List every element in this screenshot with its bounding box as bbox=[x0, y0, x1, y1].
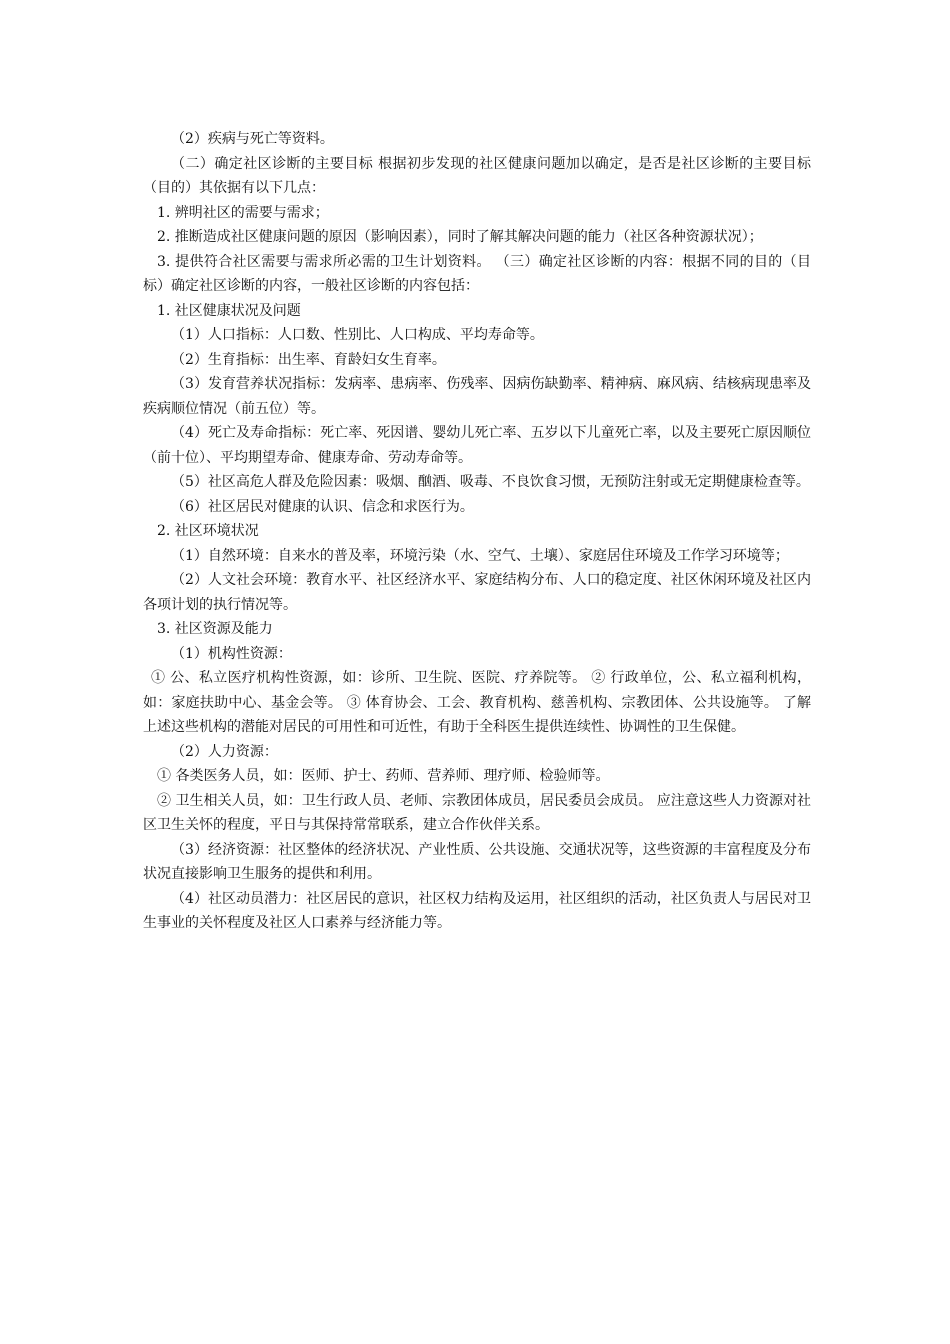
paragraph-social-environment: （2）人文社会环境：教育水平、社区经济水平、家庭结构分布、人口的稳定度、社区休闲环境及社区内各项计划的执行情况等。 bbox=[143, 572, 811, 613]
heading-health-status: 1. 社区健康状况及问题 bbox=[157, 302, 301, 319]
paragraph-causes: 2. 推断造成社区健康问题的原因（影响因素），同时了解其解决问题的能力（社区各种资源状况）； bbox=[157, 229, 763, 245]
paragraph-medical-staff: ① 各类医务人员，如：医师、护士、药师、营养师、理疗师、检验师等。 bbox=[157, 768, 610, 784]
paragraph-health-beliefs: （6）社区居民对健康的认识、信念和求医行为。 bbox=[171, 498, 474, 515]
paragraph-health-related-staff: ② 卫生相关人员，如：卫生行政人员、老师、宗教团体成员，居民委员会成员。 应注意这些人力资源对社区卫生关怀的程度，平日与其保持常常联系，建立合作伙伴关系。 bbox=[143, 792, 811, 833]
paragraph-economic-resources: （3）经济资源：社区整体的经济状况、产业性质、公共设施、交通状况等，这些资源的丰富程度及分布状况直接影响卫生服务的提供和利用。 bbox=[143, 841, 811, 882]
paragraph-needs: 1. 辨明社区的需要与需求； bbox=[157, 204, 329, 221]
paragraph-fertility-index: （2）生育指标：出生率、育龄妇女生育率。 bbox=[171, 351, 446, 368]
paragraph-institution-list: ① 公、私立医疗机构性资源，如：诊所、卫生院、医院、疗养院等。 ② 行政单位，公、私立福利机构，如：家庭扶助中心、基金会等。 ③ 体育协会、工会、教育机构、慈善机构、宗教团体、公共设施等。 了解上述这些机构的潜能对居民的可用性和可近性，有助于全科医生提供连续性、协调性的卫生保健。 bbox=[143, 670, 811, 735]
paragraph-main-goal: （二）确定社区诊断的主要目标 根据初步发现的社区健康问题加以确定，是否是社区诊断的主要目标（目的）其依据有以下几点： bbox=[143, 155, 811, 196]
heading-resources: 3. 社区资源及能力 bbox=[157, 621, 273, 637]
paragraph-plan-data: 3. 提供符合社区需要与需求所必需的卫生计划资料。 （三）确定社区诊断的内容：根据不同的目的（目标）确定社区诊断的内容，一般社区诊断的内容包括： bbox=[143, 253, 811, 294]
document-body bbox=[143, 127, 811, 936]
paragraph-natural-environment: （1）自然环境：自来水的普及率，环境污染（水、空气、土壤）、家庭居住环境及工作学习环境等； bbox=[171, 547, 789, 564]
paragraph-risk-factors: （5）社区高危人群及危险因素：吸烟、酗酒、吸毒、不良饮食习惯，无预防注射或无定期健康检查等。 bbox=[171, 474, 810, 490]
paragraph-nutrition-index: （3）发育营养状况指标：发病率、患病率、伤残率、因病伤缺勤率、精神病、麻风病、结核病现患率及疾病顺位情况（前五位）等。 bbox=[143, 376, 811, 417]
heading-environment: 2. 社区环境状况 bbox=[157, 523, 259, 539]
paragraph-population-index: （1）人口指标：人口数、性别比、人口构成、平均寿命等。 bbox=[171, 327, 544, 343]
paragraph-mortality-index: （4）死亡及寿命指标：死亡率、死因谱、婴幼儿死亡率、五岁以下儿童死亡率，以及主要死亡原因顺位（前十位）、平均期望寿命、健康寿命、劳动寿命等。 bbox=[143, 425, 811, 466]
paragraph-mobilization-potential: （4）社区动员潜力：社区居民的意识，社区权力结构及运用，社区组织的活动，社区负责人与居民对卫生事业的关怀程度及社区人口素养与经济能力等。 bbox=[143, 890, 811, 931]
paragraph-human-resources: （2）人力资源： bbox=[171, 743, 278, 760]
paragraph-disease-death-data: （2）疾病与死亡等资料。 bbox=[171, 131, 334, 147]
paragraph-institutional-resources: （1）机构性资源： bbox=[171, 645, 292, 662]
